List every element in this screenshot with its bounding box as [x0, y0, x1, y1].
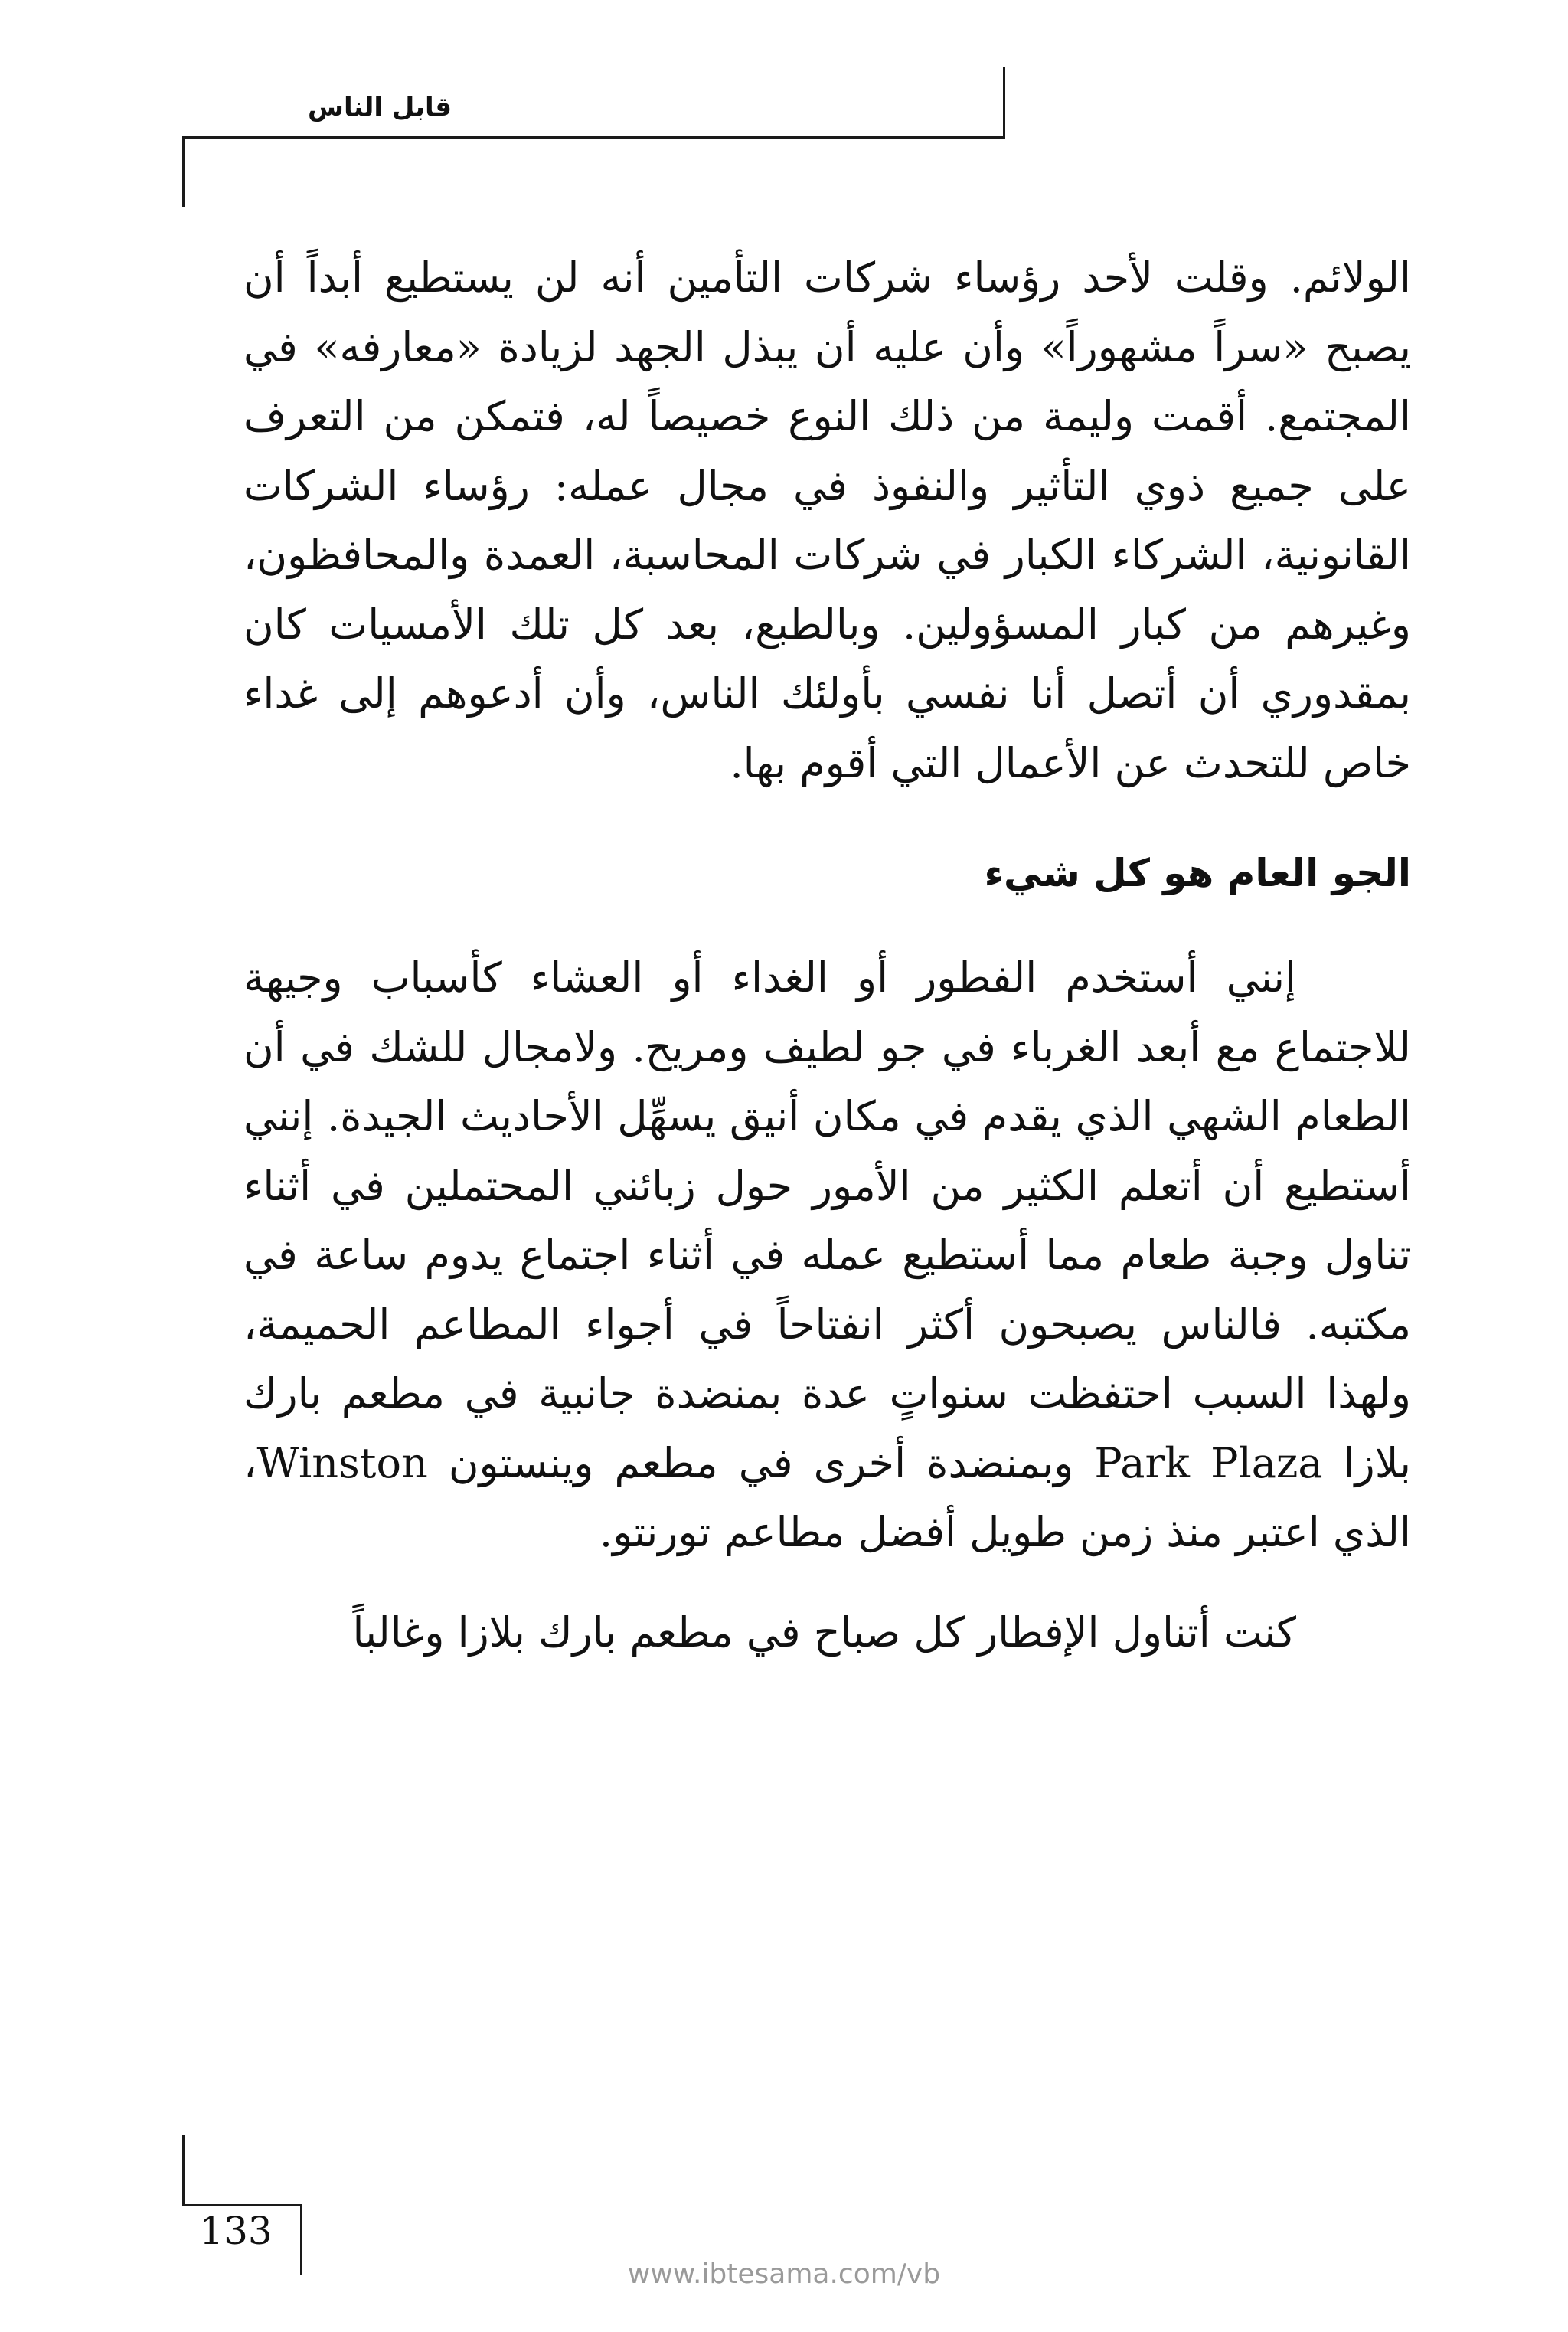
footer-left-tick [182, 2135, 185, 2206]
header-right-tick [1003, 67, 1005, 138]
header-left-tick [182, 136, 185, 207]
running-header-title: قابل الناس [308, 92, 452, 123]
watermark-link[interactable]: www.ibtesama.com/vb [627, 2258, 941, 2290]
page-number: 133 [199, 2209, 273, 2253]
body-paragraph-2: إنني أستخدم الفطور أو الغداء أو العشاء كأسباب وجيهة للاجتماع مع أبعد الغرباء في جو لطيف ومريح. ولامجال للشك في أن الطعام الشهي الذي يقدم في مكان أنيق يسهِّل الأحاديث الجيدة. إنني أستطيع أن أتعلم الكثير من الأمور حول زبائني المحتملين في أثناء تناول وجبة طعام مما أستطيع عمله في أثناء اجتماع يدوم ساعة في مكتبه. فالناس يصبحون أكثر انفتاحاً في أجواء المطاعم الحميمة، ولهذا السبب احتفظت سنواتٍ عدة بمنضدة جانبية في مطعم بارك بلازا Park Plaza وبمنضدة أخرى في مطعم وينستون Winston، الذي اعتبر منذ زمن طويل أفضل مطاعم تورنتو. [243, 953, 1411, 1556]
body-paragraph-1: الولائم. وقلت لأحد رؤساء شركات التأمين أنه لن يستطيع أبداً أن يصبح «سراً مشهوراً» وأن عليه أن يبذل الجهد لزيادة «معارفه» في المجتمع. أقمت وليمة من ذلك النوع خصيصاً له، فتمكن من التعرف على جميع ذوي التأثير والنفوذ في مجال عمله: رؤساء الشركات القانونية، الشركاء الكبار في شركات المحاسبة، العمدة والمحافظون، وغيرهم من كبار المسؤولين. وبالطبع، بعد كل تلك الأمسيات كان بمقدوري أن أتصل أنا نفسي بأولئك الناس، وأن أدعوهم إلى غداء خاص للتحدث عن الأعمال التي أقوم بها. [243, 253, 1411, 787]
paragraph-gap [243, 1568, 1411, 1598]
page-body [243, 244, 1411, 1667]
body-paragraph-3: كنت أتناول الإفطار كل صباح في مطعم بارك بلازا وغالباً [352, 1608, 1296, 1657]
section-heading: الجو العام هو كل شيء [984, 851, 1411, 895]
header-top-rule [182, 136, 1005, 139]
